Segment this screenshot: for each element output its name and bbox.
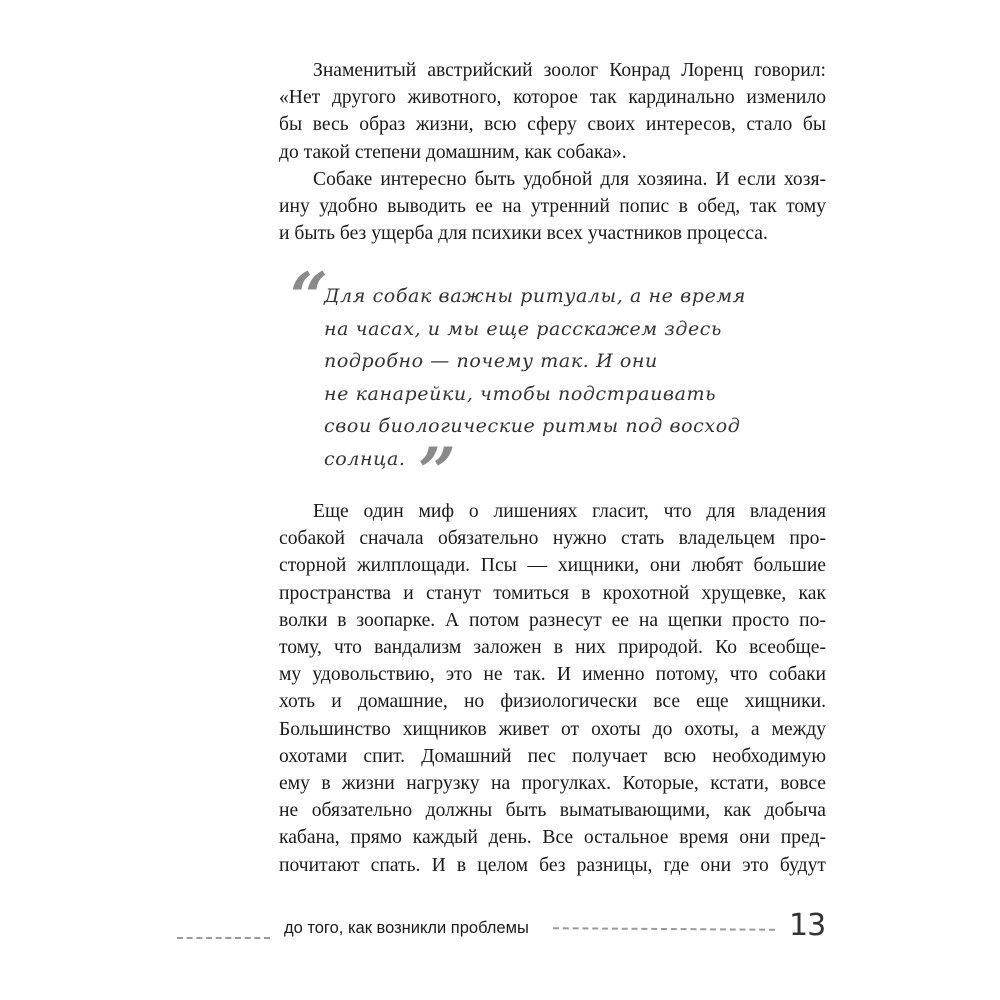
top-paragraph — [279, 57, 826, 247]
text-line: до такой степени домашним, как собака». — [279, 141, 627, 163]
text-line: сторной жилплощади. Псы — хищники, они любят большие — [279, 555, 826, 577]
open-quote-mark: “ — [290, 258, 328, 336]
quote-line: не канарейки, чтобы подстраивать — [324, 382, 717, 405]
text-line: Еще один миф о лишениях гласит, что для владения — [313, 501, 826, 522]
bottom-paragraph — [279, 498, 826, 879]
text-line: Собаке интересно быть удобной для хозяина. И если хозя- — [313, 168, 826, 190]
quote-line: свои биологические ритмы под восход — [324, 415, 741, 437]
text-line: почитают спать. И в целом без разницы, где они это будут — [279, 854, 826, 876]
footer-divider-left — [177, 937, 270, 939]
text-line: хоть и домашние, но физиологически все еще хищники. — [279, 691, 826, 713]
text-line: тому, что вандализм заложен в них природой. Ко всеобще- — [279, 637, 826, 659]
text-line: Знаменитый австрийский зоолог Конрад Лоренц говорил: — [313, 60, 826, 81]
text-line: охотами спит. Домашний пес получает всю необходимую — [279, 745, 826, 767]
running-head: до того, как возникли проблемы — [284, 919, 529, 937]
text-line: ему в жизни нагрузку на прогулках. Которые, кстати, вовсе — [279, 773, 826, 795]
text-line: Большинство хищников живет от охоты до охоты, а между — [279, 718, 826, 740]
pull-quote-text — [324, 280, 746, 475]
text-line: волки в зоопарке. А потом разнесут ее на щепки просто по- — [279, 609, 826, 631]
page-footer — [0, 905, 1000, 955]
close-quote-mark: ” — [418, 433, 456, 511]
text-line: му удовольствию, это не так. И именно потому, что собаки — [279, 664, 826, 686]
page-number: 13 — [789, 908, 826, 943]
text-line: собакой сначала обязательно нужно стать владельцем про- — [279, 528, 826, 550]
text-line: пространства и станут томиться в крохотной хрущевке, как — [279, 582, 826, 604]
quote-line: подробно — почему так. И они — [324, 350, 658, 372]
text-line: бы весь образ жизни, всю сферу своих интересов, стало бы — [279, 114, 826, 136]
text-line: и быть без ущерба для психики всех участников процесса. — [279, 223, 768, 245]
text-line: не обязательно должны быть выматывающими, как добыча — [279, 800, 826, 822]
quote-line: Для собак важны ритуалы, а не время — [324, 285, 746, 307]
text-line: ину удобно выводить ее на утренний попис в обед, так тому — [279, 196, 826, 218]
quote-line: солнца. — [324, 447, 406, 470]
text-line: кабана, прямо каждый день. Все остальное время они пред- — [279, 827, 826, 849]
quote-line: на часах, и мы еще расскажем здесь — [324, 317, 722, 340]
footer-divider-right — [553, 927, 775, 931]
text-line: «Нет другого животного, которое так кардинально изменило — [279, 87, 826, 109]
